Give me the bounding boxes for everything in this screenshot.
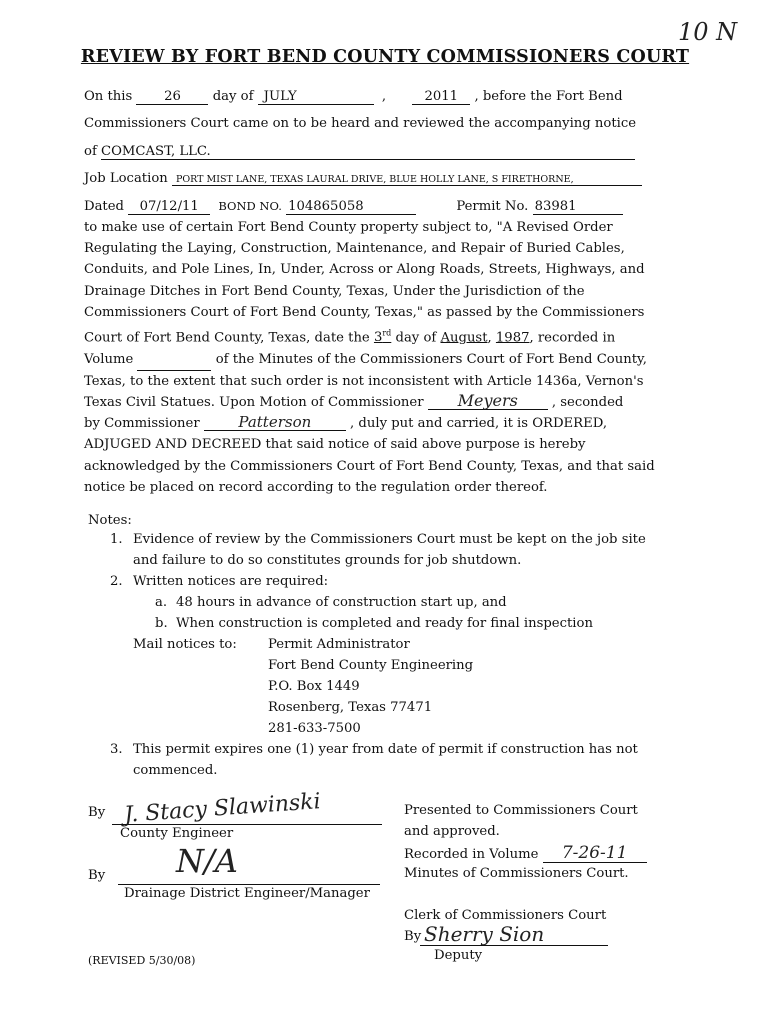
body-line-1: to make use of certain Fort Bend County property subject to, "A Revised Order <box>84 220 613 235</box>
company-value: COMCAST, LLC. <box>101 144 211 159</box>
dated-label: Dated <box>84 199 124 214</box>
body-line-8: Texas, to the extent that such order is not inconsistent with Article 1436a, Vernon's <box>84 373 644 389</box>
month-value: JULY <box>263 89 297 104</box>
bond-field <box>286 199 416 215</box>
note-1-line-b: and failure to do so constitutes grounds for job shutdown. <box>133 553 522 568</box>
body-line-6-b: day of <box>395 330 437 346</box>
recorded-volume-value: 7-26-11 <box>543 845 647 863</box>
body-line-9 <box>84 392 674 413</box>
body-line-5: Commissioners Court of Fort Bend County, Texas," as passed by the Commissioners <box>84 304 645 320</box>
by-label-3: By <box>404 929 422 944</box>
by-label-2: By <box>88 868 106 883</box>
order-year: 1987 <box>495 330 530 346</box>
body-line-11: ADJUGED AND DECREED that said notice of said above purpose is hereby <box>84 437 586 453</box>
job-location-field <box>172 174 642 186</box>
month-field <box>258 89 374 105</box>
by-label-1: By <box>88 805 106 820</box>
order-comma: , <box>487 330 492 346</box>
seconded-label: , seconded <box>551 395 624 411</box>
note-2b-letter: b. <box>155 616 168 631</box>
order-month: August <box>440 330 488 346</box>
second-label: by Commissioner <box>84 416 200 432</box>
note-2-text: Written notices are required: <box>133 574 329 589</box>
note-2-number: 2. <box>110 574 123 589</box>
presented-line-1: Presented to Commissioners Court <box>404 803 638 818</box>
body-line-7-b: of the Minutes of the Commissioners Court of Fort Bend County, <box>215 351 647 367</box>
intro-of-line <box>84 144 635 160</box>
signature-line-1 <box>112 824 382 825</box>
document-title: REVIEW BY FORT BEND COUNTY COMMISSIONERS COURT <box>80 47 690 67</box>
deputy-label: Deputy <box>434 948 483 963</box>
body-line-13: notice be placed on record according to the regulation order thereof. <box>84 479 548 495</box>
county-engineer-label: County Engineer <box>120 826 234 841</box>
on-this-label: On this <box>84 89 133 104</box>
notes-label: Notes: <box>88 513 132 528</box>
body-line-6 <box>84 323 674 349</box>
second-commissioner-signature: Patterson <box>204 414 346 431</box>
signature-line-3 <box>420 945 608 946</box>
note-2a-letter: a. <box>155 595 168 610</box>
body-line-3: Conduits, and Pole Lines, In, Under, Across or Along Roads, Streets, Highways, and <box>84 262 645 278</box>
clerk-label: Clerk of Commissioners Court <box>404 908 607 923</box>
permit-label: Permit No. <box>456 199 529 214</box>
address-line-5: 281-633-7500 <box>268 721 361 736</box>
mail-notices-label: Mail notices to: <box>133 637 237 652</box>
note-1-number: 1. <box>110 532 123 547</box>
permit-value: 83981 <box>534 199 577 214</box>
order-day <box>374 330 391 345</box>
note-3-line-b: commenced. <box>133 763 218 778</box>
volume-blank <box>137 349 211 371</box>
signature-line-2 <box>118 884 380 885</box>
address-line-3: P.O. Box 1449 <box>268 679 360 694</box>
job-location-value: PORT MIST LANE, TEXAS LAURAL DRIVE, BLUE HOLLY LANE, S FIRETHORNE, <box>175 174 574 185</box>
order-day-suffix: rd <box>382 329 392 339</box>
presented-line-2: and approved. <box>404 824 500 839</box>
motion-label: Texas Civil Statues. Upon Motion of Commissioner <box>84 395 424 411</box>
day-of-label: day of <box>212 89 254 104</box>
bond-label: BOND NO. <box>218 199 282 213</box>
intro-line-1 <box>84 89 623 105</box>
dated-value: 07/12/11 <box>139 199 199 214</box>
address-line-1: Permit Administrator <box>268 637 410 652</box>
job-location-label: Job Location <box>84 171 168 186</box>
volume-label: Volume <box>84 351 134 367</box>
order-paragraph <box>84 217 674 498</box>
note-2a-text: 48 hours in advance of construction start up, and <box>176 595 507 610</box>
year-value: 2011 <box>424 89 459 104</box>
body-line-6-a: Court of Fort Bend County, Texas, date the <box>84 330 370 346</box>
drainage-engineer-label: Drainage District Engineer/Manager <box>124 886 370 901</box>
deputy-signature: Sherry Sion <box>424 922 545 946</box>
permit-field <box>533 199 623 215</box>
revised-date: (REVISED 5/30/08) <box>88 954 196 967</box>
order-day-number: 3 <box>373 330 383 346</box>
day-value: 26 <box>164 89 181 104</box>
day-field <box>136 89 208 105</box>
county-engineer-signature: J. Stacy Slawinski <box>123 789 322 828</box>
intro-line-2: Commissioners Court came on to be heard and reviewed the accompanying notice <box>84 116 637 131</box>
of-label: of <box>84 144 97 159</box>
address-line-4: Rosenberg, Texas 77471 <box>268 700 433 715</box>
body-line-4: Drainage Ditches in Fort Bend County, Texas, Under the Jurisdiction of the <box>84 283 585 299</box>
company-field <box>101 144 635 160</box>
dated-field <box>128 199 210 215</box>
dated-line <box>84 199 623 215</box>
bond-value: 104865058 <box>288 199 364 214</box>
body-line-10 <box>84 413 674 434</box>
address-line-2: Fort Bend County Engineering <box>268 658 474 673</box>
comma: , <box>381 89 387 104</box>
note-2b-text: When construction is completed and ready for final inspection <box>176 616 593 631</box>
drainage-signature: N/A <box>176 842 238 880</box>
body-line-6-c: , recorded in <box>529 330 616 346</box>
corner-handwritten-mark: 10 N <box>678 18 738 46</box>
body-line-2: Regulating the Laying, Construction, Maintenance, and Repair of Buried Cables, <box>84 241 625 257</box>
note-3-line-a: This permit expires one (1) year from date of permit if construction has not <box>133 742 638 757</box>
note-1-line-a: Evidence of review by the Commissioners Court must be kept on the job site <box>133 532 646 547</box>
body-line-12: acknowledged by the Commissioners Court of Fort Bend County, Texas, and that said <box>84 458 655 474</box>
job-location-line <box>84 171 642 186</box>
year-field <box>412 89 470 105</box>
motion-commissioner-signature: Meyers <box>428 393 548 410</box>
minutes-label: Minutes of Commissioners Court. <box>404 866 629 881</box>
body-line-10-b: , duly put and carried, it is ORDERED, <box>350 416 608 432</box>
note-3-number: 3. <box>110 742 123 757</box>
before-text: , before the Fort Bend <box>474 89 623 104</box>
recorded-in-volume <box>404 845 647 863</box>
body-line-7 <box>84 349 674 371</box>
recorded-label: Recorded in Volume <box>404 847 539 862</box>
